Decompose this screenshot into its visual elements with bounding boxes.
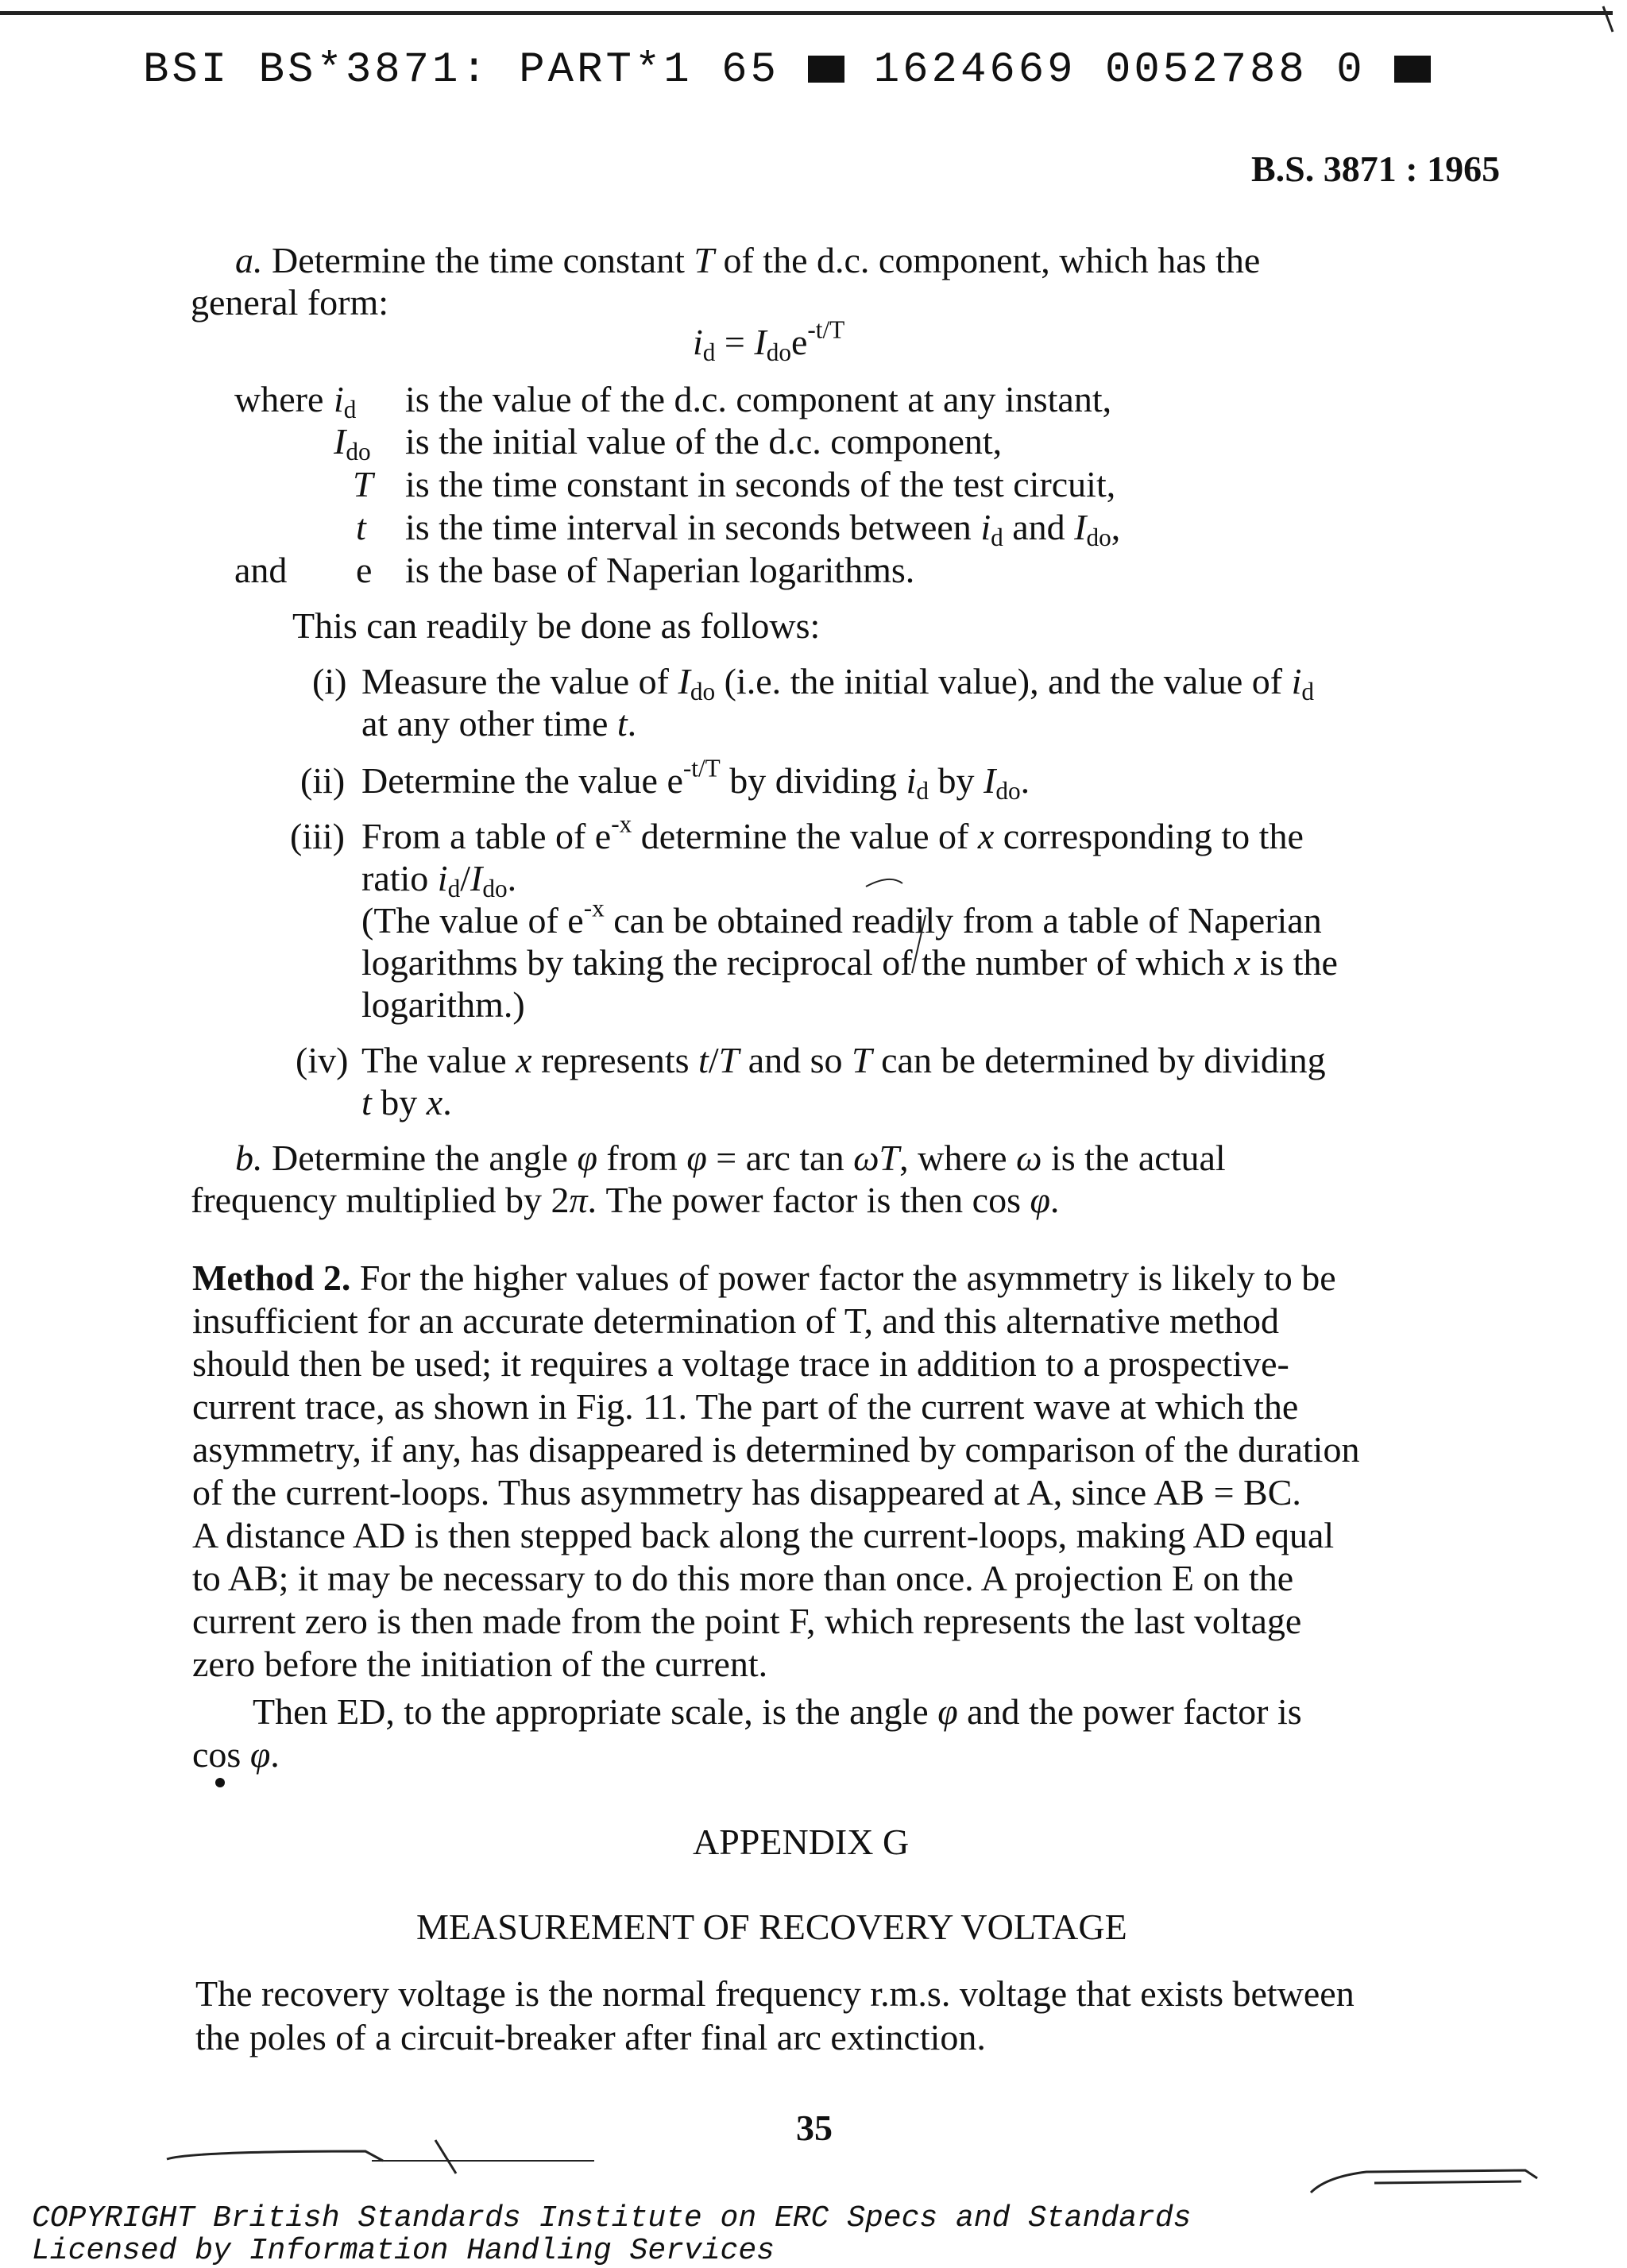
step-iii-number: (iii) [290, 816, 345, 856]
def-text-T: is the time constant in seconds of the test circuit, [405, 464, 1116, 504]
appendix-line1: The recovery voltage is the normal frequency r.m.s. voltage that exists between [195, 1973, 1355, 2014]
where-word: where [234, 379, 324, 419]
def-symbol-ido: $I_{do}$ [334, 421, 371, 466]
step-i-number: (i) [312, 661, 347, 701]
step-iii-line2: ratio $i_d/I_{do}$. [361, 858, 517, 902]
method2-line1: Method 2. For the higher values of power factor the asymmetry is likely to be [192, 1258, 1336, 1298]
step-iii-note3: logarithm.) [361, 984, 525, 1025]
step-iv-line1: The value x represents t/T and so T can be determined by dividing [361, 1040, 1326, 1080]
method2-line: zero before the initiation of the current. [192, 1644, 768, 1684]
appendix-line2: the poles of a circuit-breaker after final arc extinction. [195, 2017, 986, 2057]
page-number: 35 [796, 2108, 833, 2148]
def-text-t: is the time interval in seconds between $i_d$ and $I_{do}$, [405, 507, 1121, 551]
step-ii-number: (ii) [300, 760, 346, 801]
part-a-label: a. [235, 240, 263, 280]
part-b-label: b. [235, 1138, 263, 1178]
part-b-line1: b. Determine the angle φ from φ = arc tan ωT, where ω is the actual [235, 1138, 1226, 1178]
follows-line: This can readily be done as follows: [292, 605, 821, 646]
def-text-id: is the value of the d.c. component at any instant, [405, 379, 1112, 419]
method2-line: asymmetry, if any, has disappeared is determined by comparison of the duration [192, 1429, 1360, 1470]
def-text-e: is the base of Naperian logarithms. [405, 550, 915, 590]
def-text-ido: is the initial value of the d.c. component, [405, 421, 1003, 462]
appendix-title: APPENDIX G [693, 1822, 910, 1862]
def-symbol-T: T [353, 464, 373, 504]
step-iii-note1: (The value of $e^{-x}$ can be obtained readily from a table of Naperian [361, 894, 1322, 941]
method2-line: current zero is then made from the point F, which represents the last voltage [192, 1601, 1302, 1641]
part-a-intro: a. Determine the time constant T of the d.c. component, which has the [235, 240, 1261, 280]
step-i-line1: Measure the value of $I_{do}$ (i.e. the initial value), and the value of $i_d$ [361, 661, 1315, 705]
step-iv-number: (iv) [296, 1040, 349, 1080]
step-iii-note2: logarithms by taking the reciprocal of the number of which x is the [361, 942, 1338, 983]
method2-label: Method 2. [192, 1258, 351, 1298]
def-symbol-e: e [356, 550, 373, 590]
method2-line: of the current-loops. Thus asymmetry has disappeared at A, since AB = BC. [192, 1472, 1301, 1513]
code-line-text-2: 1624669 0052788 0 [873, 46, 1366, 95]
part-b-line2: frequency multiplied by 2π. The power factor is then cos φ. [191, 1180, 1060, 1220]
then-line2: cos φ. [192, 1734, 280, 1775]
copyright-footer-line1: COPYRIGHT British Standards Institute on ERC Specs and Standards [32, 2201, 1192, 2235]
method2-line: A distance AD is then stepped back along the current-loops, making AD equal [192, 1515, 1335, 1555]
method2-line: insufficient for an accurate determination of T, and this alternative method [192, 1300, 1280, 1341]
def-symbol-t: t [356, 507, 366, 547]
method2-line: current trace, as shown in Fig. 11. The part of the current wave at which the [192, 1386, 1299, 1427]
method2-line: to AB; it may be necessary to do this more than once. A projection E on the [192, 1558, 1294, 1598]
then-line1: Then ED, to the appropriate scale, is the angle φ and the power factor is [253, 1691, 1302, 1732]
step-iii-line1: From a table of $e^{-x}$ determine the value of x corresponding to the [361, 809, 1304, 856]
step-ii-line: Determine the value $e^{-t/T}$ by dividing $i_d$ by $I_{do}$. [361, 754, 1030, 805]
code-line-text: BSI BS*3871: PART*1 65 [143, 46, 779, 95]
and-word: and [234, 550, 288, 590]
part-a-intro-line2: general form: [191, 282, 389, 323]
decay-formula: $i_d = I_{do}e^{-t/T}$ [693, 315, 845, 366]
def-symbol-id: $i_d$ [334, 379, 357, 423]
appendix-subtitle: MEASUREMENT OF RECOVERY VOLTAGE [416, 1907, 1127, 1947]
copyright-footer-line2: Licensed by Information Handling Services [32, 2234, 775, 2268]
step-i-line2: at any other time t. [361, 703, 637, 744]
standard-reference: B.S. 3871 : 1965 [1251, 149, 1501, 189]
step-iv-line2: t by x. [361, 1082, 452, 1122]
method2-line: should then be used; it requires a voltage trace in addition to a prospective- [192, 1343, 1289, 1384]
